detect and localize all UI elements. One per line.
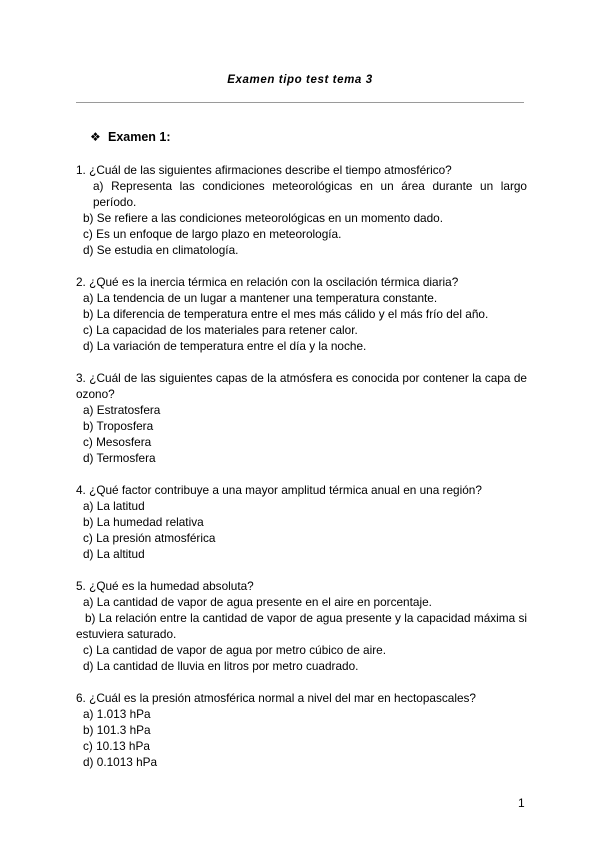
option-d: d) La altitud xyxy=(83,547,145,561)
page-number: 1 xyxy=(518,796,525,810)
option-c: c) La presión atmosférica xyxy=(83,531,216,545)
question-text: 4. ¿Qué factor contribuye a una mayor amplitud térmica anual en una región? xyxy=(76,483,482,497)
option-d: d) 0.1013 hPa xyxy=(83,755,158,769)
option-b: b) Se refiere a las condiciones meteorológicas en un momento dado. xyxy=(83,211,444,225)
option-a: a) La cantidad de vapor de agua presente en el aire en porcentaje. xyxy=(83,595,432,609)
question-6 xyxy=(76,690,527,770)
option-d: d) Termosfera xyxy=(83,451,156,465)
option-c: c) La cantidad de vapor de agua por metro cúbico de aire. xyxy=(83,643,386,657)
questions-list xyxy=(76,162,527,786)
section-heading xyxy=(90,130,171,144)
option-d: d) Se estudia en climatología. xyxy=(83,243,239,257)
question-2 xyxy=(76,274,527,354)
option-text: a) Representa las condiciones meteorológicas en un área durante un largo período. xyxy=(93,179,527,209)
question-1 xyxy=(76,162,527,258)
option-a: a) La tendencia de un lugar a mantener una temperatura constante. xyxy=(83,291,438,305)
question-text: 6. ¿Cuál es la presión atmosférica normal a nivel del mar en hectopascales? xyxy=(76,691,476,705)
diamond-bullet-icon: ❖ xyxy=(90,130,101,144)
option-a: a) La latitud xyxy=(83,499,145,513)
option-c: c) 10.13 hPa xyxy=(83,739,150,753)
option-b: b) La humedad relativa xyxy=(83,515,204,529)
question-4 xyxy=(76,482,527,562)
question-3 xyxy=(76,370,527,466)
question-text: 3. ¿Cuál de las siguientes capas de la atmósfera es conocida por contener la capa de ozono? xyxy=(76,371,527,401)
section-title: Examen 1: xyxy=(108,130,171,144)
title-divider xyxy=(76,102,524,103)
option-c: c) Mesosfera xyxy=(83,435,152,449)
option-b: b) Troposfera xyxy=(83,419,154,433)
option-c: c) La capacidad de los materiales para retener calor. xyxy=(83,323,358,337)
question-text: 2. ¿Qué es la inercia térmica en relación con la oscilación térmica diaria? xyxy=(76,275,459,289)
question-text: 1. ¿Cuál de las siguientes afirmaciones describe el tiempo atmosférico? xyxy=(76,163,452,177)
option-d: d) La cantidad de lluvia en litros por metro cuadrado. xyxy=(83,659,359,673)
question-5 xyxy=(76,578,527,674)
option-a xyxy=(76,178,527,210)
option-c: c) Es un enfoque de largo plazo en meteorología. xyxy=(83,227,342,241)
option-b: b) La relación entre la cantidad de vapor de agua presente y la capacidad máxima si estuviera saturado. xyxy=(76,611,527,641)
option-b: b) 101.3 hPa xyxy=(83,723,151,737)
question-text: 5. ¿Qué es la humedad absoluta? xyxy=(76,579,254,593)
option-d: d) La variación de temperatura entre el día y la noche. xyxy=(83,339,367,353)
option-b: b) La diferencia de temperatura entre el mes más cálido y el más frío del año. xyxy=(83,307,489,321)
option-a: a) Estratosfera xyxy=(83,403,161,417)
option-a: a) 1.013 hPa xyxy=(83,707,151,721)
document-title: Examen tipo test tema 3 xyxy=(227,74,373,86)
